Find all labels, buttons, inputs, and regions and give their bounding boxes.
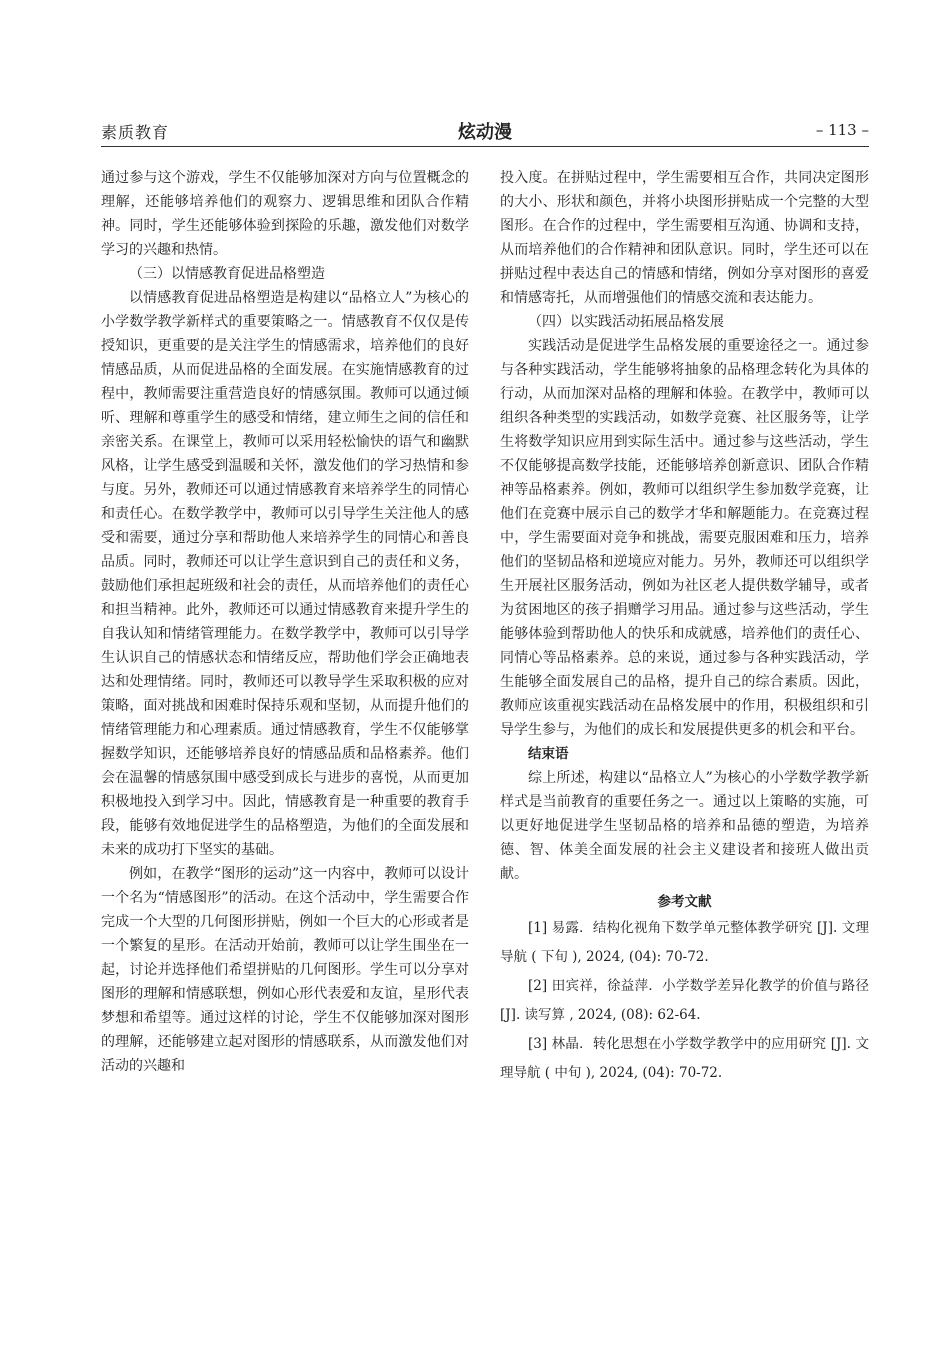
section-heading-4: （四）以实践活动拓展品格发展 bbox=[528, 314, 724, 330]
reference-item-3: [3] 林晶．转化思想在小学数学教学中的应用研究 [J]. 文理导航 ( 中旬 ), 2024, (04): 70-72. bbox=[500, 1036, 869, 1081]
right-column bbox=[500, 166, 869, 1088]
reference-item-2: [2] 田宾祥，徐益萍．小学数学差异化教学的价值与路径 [J]. 读写算 , 2024, (08): 62-64. bbox=[500, 978, 869, 1023]
section-heading-3: （三）以情感教育促进品格塑造 bbox=[129, 266, 325, 282]
paragraph-continued-right: 投入度。在拼贴过程中，学生需要相互合作，共同决定图形的大小、形状和颜色，并将小块图形拼贴成一个完整的大型图形。在合作的过程中，学生需要相互沟通、协调和支持，从而培养他们的合作精神和团队意识。同时，学生还可以在拼贴过程中表达自己的情感和情绪，例如分享对图形的喜爱和情感寄托，从而增强他们的情感交流和表达能力。 bbox=[500, 170, 869, 306]
paragraph-conclusion: 综上所述，构建以“品格立人”为核心的小学数学教学新样式是当前教育的重要任务之一。通过以上策略的实施，可以更好地促进学生坚韧品格的培养和品德的塑造，为培养德、智、体美全面发展的社会主义建设者和接班人做出贡献。 bbox=[500, 770, 869, 882]
page-header bbox=[101, 116, 869, 146]
magazine-title: 炫动漫 bbox=[458, 122, 512, 143]
paragraph-example-graphics: 例如，在教学“图形的运动”这一内容中，教师可以设计一个名为“情感图形”的活动。在这个活动中，学生需要合作完成一个大型的几何图形拼贴，例如一个巨大的心形或者是一个繁复的星形。在活动开始前，教师可以让学生围坐在一起，讨论并选择他们希望拼贴的几何图形。学生可以分享对图形的理解和情感联想，例如心形代表爱和友谊，星形代表梦想和希望等。通过这样的讨论，学生不仅能够加深对图形的理解，还能够建立起对图形的情感联系，从而激发他们对活动的兴趣和 bbox=[101, 866, 469, 1074]
paragraph-emotional-education: 以情感教育促进品格塑造是构建以“品格立人”为核心的小学数学教学新样式的重要策略之一。情感教育不仅仅是传授知识，更重要的是关注学生的情感需求，培养他们的良好情感品质，从而促进品格的全面发展。在实施情感教育的过程中，教师需要注重营造良好的情感氛围。教师可以通过倾听、理解和尊重学生的感受和情绪，建立师生之间的信任和亲密关系。在课堂上，教师可以采用轻松愉快的语气和幽默风格，让学生感受到温暖和关怀，激发他们的学习热情和参与度。另外，教师还可以通过情感教育来培养学生的同情心和责任心。在数学教学中，教师可以引导学生关注他人的感受和需要，通过分享和帮助他人来培养学生的同情心和善良品质。同时，教师还可以让学生意识到自己的责任和义务，鼓励他们承担起班级和社会的责任，从而培养他们的责任心和担当精神。此外，教师还可以通过情感教育来提升学生的自我认知和情绪管理能力。在数学教学中，教师可以引导学生认识自己的情感状态和情绪反应，帮助他们学会正确地表达和处理情绪。同时，教师还可以教导学生采取积极的应对策略，面对挑战和困难时保持乐观和坚韧，从而提升他们的情绪管理能力和心理素质。通过情感教育，学生不仅能够掌握数学知识，还能够培养良好的情感品质和品格素养。他们会在温馨的情感氛围中感受到成长与进步的喜悦，从而更加积极地投入到学习中。因此，情感教育是一种重要的教育手段，能够有效地促进学生的品格塑造，为他们的全面发展和未来的成功打下坚实的基础。 bbox=[101, 290, 469, 858]
journal-section-name: 素质教育 bbox=[101, 123, 170, 142]
paragraph-continued: 通过参与这个游戏，学生不仅能够加深对方向与位置概念的理解，还能够培养他们的观察力、逻辑思维和团队合作精神。同时，学生还能够体验到探险的乐趣，激发他们对数学学习的兴趣和热情。 bbox=[101, 170, 469, 258]
page-number: – 113 – bbox=[815, 121, 869, 139]
paragraph-practice-activities: 实践活动是促进学生品格发展的重要途径之一。通过参与各种实践活动，学生能够将抽象的品格理念转化为具体的行动，从而加深对品格的理解和体验。在教学中，教师可以组织各种类型的实践活动，如数学竞赛、社区服务等，让学生将数学知识应用到实际生活中。通过参与这些活动，学生不仅能够提高数学技能，还能够培养创新意识、团队合作精神等品格素养。例如，教师可以组织学生参加数学竞赛，让他们在竞赛中展示自己的数学才华和解题能力。在竞赛过程中，学生需要面对竞争和挑战，需要克服困难和压力，培养他们的坚韧品格和逆境应对能力。另外，教师还可以组织学生开展社区服务活动，例如为社区老人提供数学辅导，或者为贫困地区的孩子捐赠学习用品。通过参与这些活动，学生能够体验到帮助他人的快乐和成就感，培养他们的责任心、同情心等品格素养。总的来说，通过参与各种实践活动，学生能够全面发展自己的品格，提升自己的综合素质。因此，教师应该重视实践活动在品格发展中的作用，积极组织和引导学生参与，为他们的成长和发展提供更多的机会和平台。 bbox=[500, 338, 869, 738]
reference-item-1: [1] 易露．结构化视角下数学单元整体教学研究 [J]. 文理导航 ( 下旬 ), 2024, (04): 70-72. bbox=[500, 920, 869, 965]
left-column bbox=[101, 166, 469, 1078]
conclusion-heading: 结束语 bbox=[528, 746, 569, 762]
header-divider bbox=[101, 146, 869, 147]
references-heading: 参考文献 bbox=[657, 894, 712, 910]
